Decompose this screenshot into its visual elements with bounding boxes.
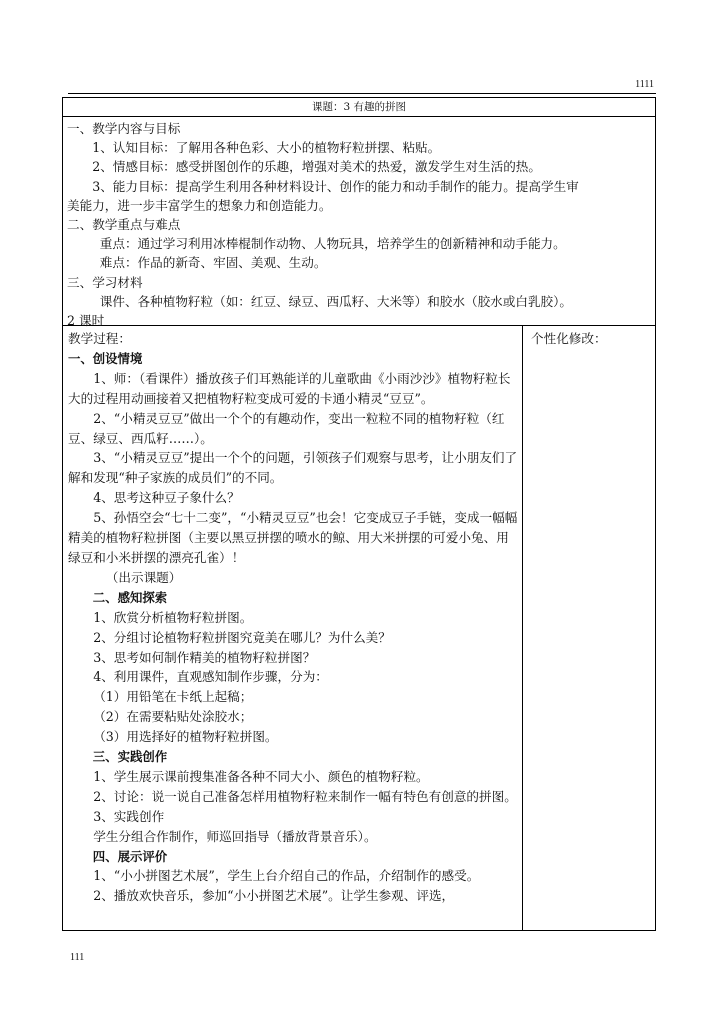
personalized-notes-cell	[523, 326, 655, 349]
section-title-3: 三、实践创作	[92, 749, 168, 765]
class-duration: 2 课时	[67, 313, 105, 329]
goal-cognitive: 1、认知目标：了解用各种色彩、大小的植物籽粒拼摆、粘贴。	[92, 140, 441, 156]
process-paragraph: 1、师：（看课件）播放孩子们耳熟能详的儿童歌曲《小雨沙沙》植物籽粒长大的过程用动画接着又把植物籽粒变成可爱的卡通小精灵“豆豆”。	[68, 370, 511, 406]
process-paragraph: 4、思考这种豆子象什么？	[93, 490, 240, 506]
teaching-process-cell	[63, 326, 523, 931]
process-paragraph: 2、分组讨论植物籽粒拼图究竟美在哪儿？为什么美？	[93, 629, 391, 645]
materials-heading: 三、学习材料	[67, 274, 143, 290]
process-step: （3）用选择好的植物籽粒拼图。	[93, 729, 278, 745]
process-paragraph: 2、“小精灵豆豆”做出一个个的有趣动作，变出一粒粒不同的植物籽粒（红豆、绿豆、西瓜籽……）。	[68, 410, 505, 446]
process-paragraph: 3、实践创作	[93, 808, 165, 824]
process-step: （2）在需要粘贴处涂胶水；	[93, 709, 253, 725]
process-paragraph: 4、利用课件，直观感知制作步骤，分为：	[93, 669, 328, 685]
lesson-title: 课题：3 有趣的拼图	[63, 98, 655, 117]
process-row	[63, 326, 655, 931]
process-paragraph: 3、思考如何制作精美的植物籽粒拼图？	[93, 649, 316, 665]
goals-cell	[63, 117, 655, 329]
goal-ability-line1: 3、能力目标：提高学生利用各种材料设计、创作的能力和动手制作的能力。提高学生审	[92, 178, 579, 194]
section-title-4: 四、展示评价	[92, 848, 168, 864]
materials-list: 课件、各种植物籽粒（如：红豆、绿豆、西瓜籽、大米等）和胶水（胶水或白乳胶）。	[99, 293, 573, 309]
header-page-code: 1111	[635, 79, 654, 90]
section-title-2: 二、感知探索	[92, 589, 168, 605]
process-step: （1）用铅笔在卡纸上起稿；	[93, 689, 253, 705]
goal-ability-line2: 美能力，进一步丰富学生的想象力和创造能力。	[67, 197, 332, 213]
process-paragraph: 1、学生展示课前搜集准备各种不同大小、颜色的植物籽粒。	[93, 768, 429, 784]
process-paragraph: 2、讨论：说一说自己准备怎样用植物籽粒来制作一幅有特色有创意的拼图。	[93, 788, 517, 804]
difficulty-point: 难点：作品的新奇、牢固、美观、生动。	[99, 255, 327, 271]
process-paragraph: 学生分组合作制作，师巡回指导（播放背景音乐）。	[93, 828, 377, 844]
goals-heading: 一、教学内容与目标	[67, 121, 181, 136]
section-title-1: 一、创设情境	[68, 350, 143, 366]
process-paragraph: 1、欣赏分析植物籽粒拼图。	[93, 609, 253, 625]
footer-page-code: 111	[70, 952, 85, 963]
process-label: 教学过程：	[68, 331, 131, 346]
header-rule	[68, 93, 656, 94]
process-paragraph: （出示课题）	[105, 569, 182, 585]
process-paragraph: 2、播放欢快音乐，参加“小小拼图艺术展”。让学生参观、评选，	[93, 888, 455, 904]
process-paragraph: 3、“小精灵豆豆”提出一个个的问题，引领孩子们观察与思考，让小朋友们了解和发现“种子家族的成员们”的不同。	[68, 450, 518, 486]
key-point: 重点：通过学习利用冰棒棍制作动物、人物玩具，培养学生的创新精神和动手能力。	[99, 236, 566, 252]
goal-emotional: 2、情感目标：感受拼图创作的乐趣，增强对美术的热爱，激发学生对生活的热。	[92, 159, 541, 175]
focus-heading: 二、教学重点与难点	[67, 217, 181, 233]
lesson-plan-table	[62, 97, 656, 931]
personalized-notes-label: 个性化修改：	[531, 331, 607, 346]
process-paragraph: 1、“小小拼图艺术展”，学生上台介绍自己的作品，介绍制作的感受。	[93, 868, 480, 884]
process-paragraph: 5、孙悟空会“七十二变”，“小精灵豆豆”也会！它变成豆子手链，变成一幅幅精美的植物籽粒拼图（主要以黑豆拼摆的喷水的鲸、用大米拼摆的可爱小兔、用绿豆和小米拼摆的漂亮孔雀）！	[68, 510, 518, 565]
